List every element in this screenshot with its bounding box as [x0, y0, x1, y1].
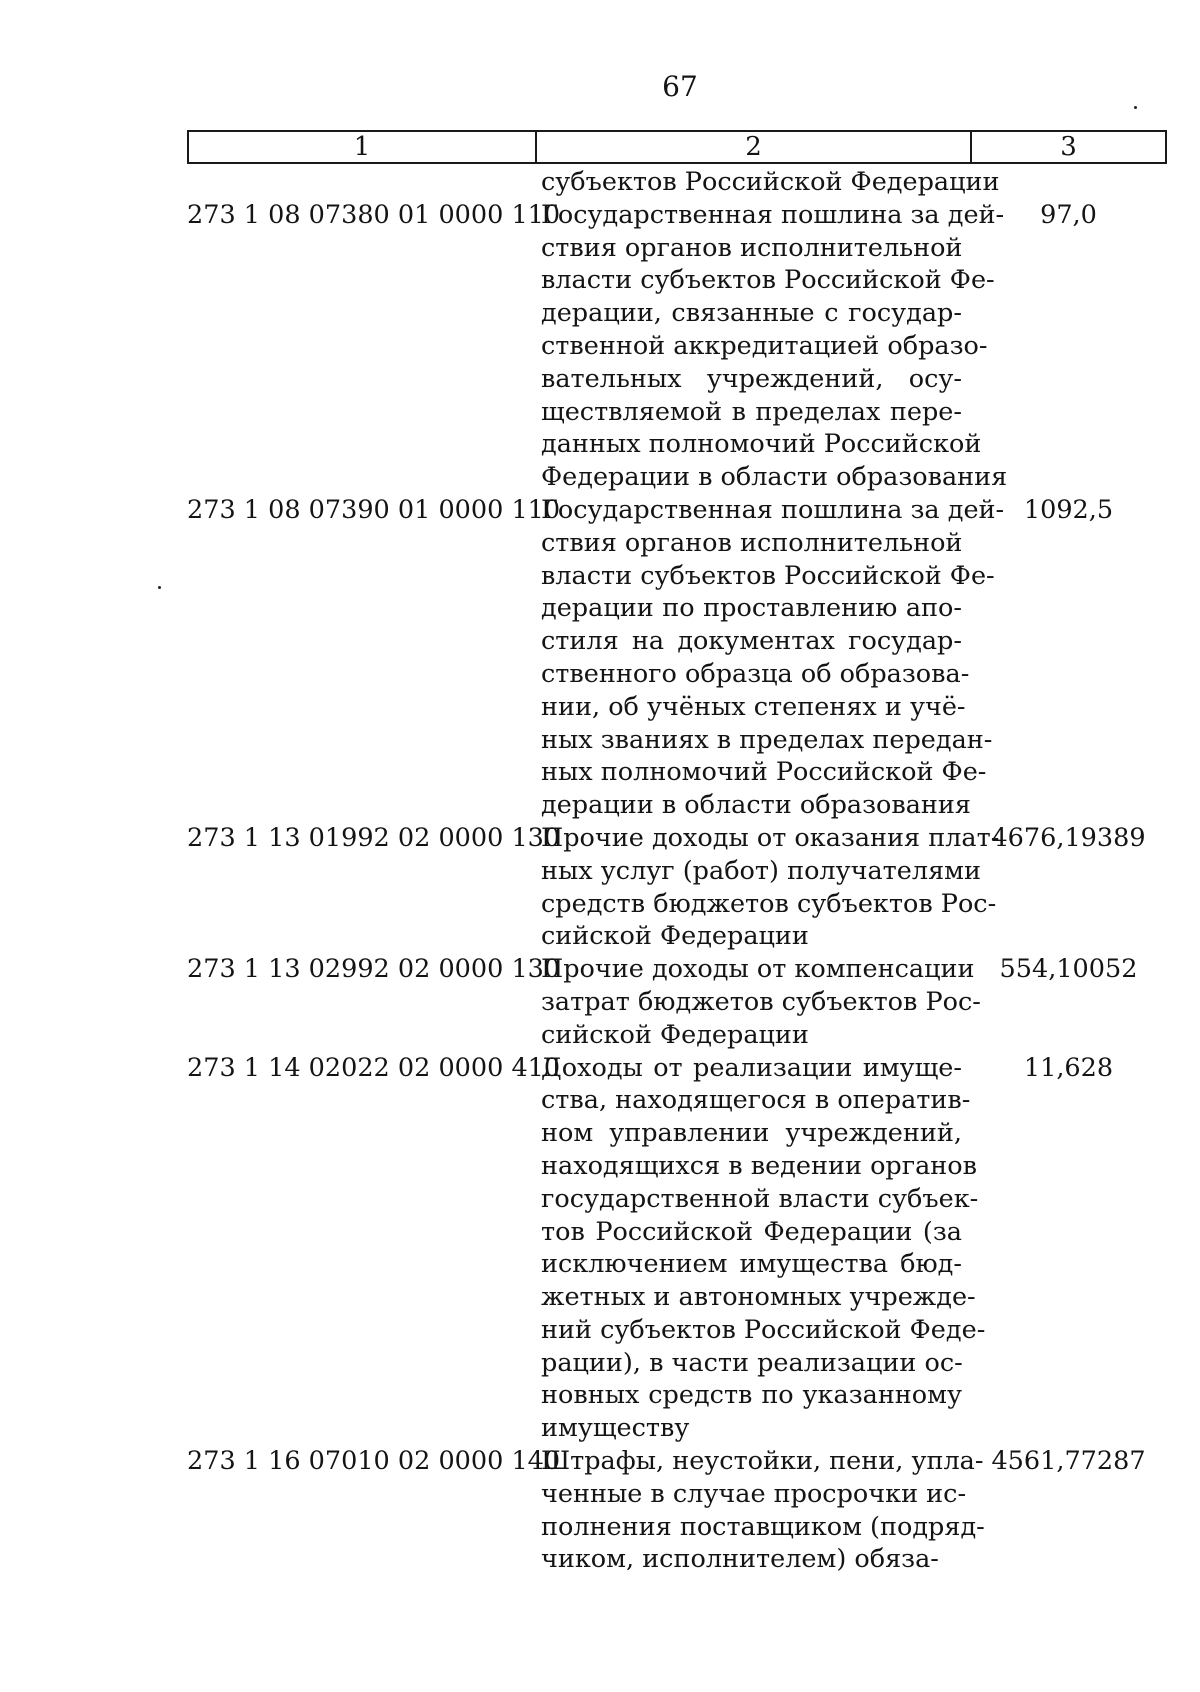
description-line: ствия органов исполнительной: [541, 527, 963, 558]
description-line: ченные в случае просрочки ис-: [541, 1478, 967, 1509]
income-description: [535, 822, 1000, 953]
description-line: ний субъектов Российской Феде-: [541, 1314, 986, 1345]
description-line: чиком, исполнителем) обяза-: [541, 1544, 939, 1575]
income-description: [535, 1445, 985, 1576]
budget-code: 273 1 08 07390 01 0000 110: [187, 494, 561, 525]
description-line: ственной аккредитацией образо-: [541, 330, 988, 361]
scan-speck: [158, 586, 161, 589]
description-line: сийской Федерации: [541, 1019, 809, 1050]
description-line: дерации в области образования: [541, 790, 972, 821]
income-description: [535, 166, 1000, 199]
budget-code: 273 1 08 07380 01 0000 110: [187, 199, 561, 230]
description-line: исключением имущества бюд-: [541, 1249, 962, 1280]
amount: 4676,19389: [991, 822, 1146, 853]
description-line: ственного образца об образова-: [541, 658, 970, 689]
description-line: новных средств по указанному: [541, 1380, 962, 1411]
income-description: [535, 953, 981, 1051]
budget-code: 273 1 14 02022 02 0000 410: [187, 1052, 561, 1083]
description-line: ства, находящегося в оператив-: [541, 1085, 971, 1116]
description-line: полнения поставщиком (подряд-: [541, 1511, 985, 1542]
budget-code: 273 1 16 07010 02 0000 140: [187, 1446, 561, 1477]
header-col-2: 2: [537, 132, 972, 162]
table-row: [187, 1052, 1167, 1446]
description-line: Государственная пошлина за дей-: [541, 494, 1005, 525]
description-line: ных услуг (работ) получателями: [541, 855, 981, 886]
header-col-1: 1: [189, 132, 537, 162]
table-row: [187, 822, 1167, 953]
description-line: Прочие доходы от оказания плат-: [541, 822, 1000, 853]
table-row: [187, 199, 1167, 494]
description-line: Штрафы, неустойки, пени, упла-: [541, 1446, 984, 1477]
description-line: рации), в части реализации ос-: [541, 1347, 963, 1378]
description-line: сийской Федерации: [541, 921, 809, 952]
table-row: [187, 1445, 1167, 1576]
table-header: [187, 130, 1167, 164]
description-line: нии, об учёных степенях и учё-: [541, 691, 966, 722]
table-row: [187, 166, 1167, 199]
income-description: [535, 494, 1005, 822]
income-description: [535, 1052, 986, 1446]
scan-speck: [1134, 106, 1137, 109]
description-line: тов Российской Федерации (за: [541, 1216, 962, 1247]
header-col-3: 3: [1060, 132, 1077, 162]
amount: 1092,5: [1023, 494, 1114, 525]
description-line: дерации по проставлению апо-: [541, 593, 962, 624]
description-line: ществляемой в пределах пере-: [541, 396, 962, 427]
description-line: ствия органов исполнительной: [541, 232, 963, 263]
description-line: средств бюджетов субъектов Рос-: [541, 888, 997, 919]
description-line: власти субъектов Российской Фе-: [541, 265, 995, 296]
table-body: [187, 166, 1167, 1576]
description-line: Прочие доходы от компенсации: [541, 954, 975, 985]
description-line: имуществу: [541, 1413, 690, 1444]
description-line: государственной власти субъек-: [541, 1183, 979, 1214]
description-line: стиля на документах государ-: [541, 626, 962, 657]
description-line: находящихся в ведении органов: [541, 1150, 978, 1181]
amount: 4561,77287: [991, 1446, 1146, 1477]
description-line: ных званиях в пределах передан-: [541, 724, 993, 755]
description-line: данных полномочий Российской: [541, 429, 982, 460]
description-line: затрат бюджетов субъектов Рос-: [541, 986, 981, 1017]
description-line: власти субъектов Российской Фе-: [541, 560, 995, 591]
description-line: жетных и автономных учрежде-: [541, 1282, 976, 1313]
description-line: Государственная пошлина за дей-: [541, 199, 1005, 230]
budget-code: 273 1 13 02992 02 0000 130: [187, 954, 561, 985]
description-line: Доходы от реализации имуще-: [541, 1052, 962, 1083]
table-row: [187, 494, 1167, 822]
description-line: ных полномочий Российской Фе-: [541, 757, 987, 788]
income-description: [535, 199, 1008, 494]
description-line: вательных учреждений, осу-: [541, 363, 962, 394]
table-row: [187, 953, 1167, 1051]
description-line: Федерации в области образования: [541, 462, 1008, 493]
amount: 554,10052: [999, 954, 1138, 985]
budget-code: 273 1 13 01992 02 0000 130: [187, 822, 561, 853]
amount: 11,628: [1023, 1052, 1114, 1083]
page-number: 67: [662, 70, 698, 103]
description-line: субъектов Российской Федерации: [541, 167, 1000, 197]
description-line: дерации, связанные с государ-: [541, 298, 962, 329]
description-line: ном управлении учреждений,: [541, 1118, 962, 1149]
amount: 97,0: [1040, 199, 1097, 230]
